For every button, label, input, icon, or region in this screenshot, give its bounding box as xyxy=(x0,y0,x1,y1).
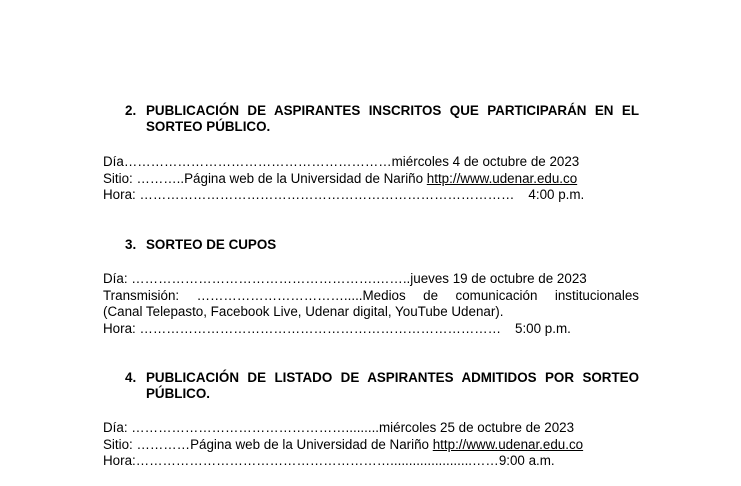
line-label: Hora: xyxy=(103,320,140,336)
line-label: Día xyxy=(103,154,124,169)
schedule-line-hora xyxy=(103,321,639,338)
line-label: Día: xyxy=(103,420,132,435)
section-sorteo-cupos xyxy=(103,237,639,337)
line-dots: ……………………………..... xyxy=(196,287,363,303)
line-label: Hora: xyxy=(103,187,140,202)
line-label: Sitio: xyxy=(103,170,137,186)
section-publicacion-admitidos xyxy=(103,370,639,470)
line-dots: ………………………………………………………………………… xyxy=(139,187,515,202)
line-value: Página web de la Universidad de Nariño xyxy=(190,436,433,452)
line-dots: …………………………………………......... xyxy=(131,420,380,435)
line-value: (Canal Telepasto, Facebook Live, Udenar digital, YouTube Udenar). xyxy=(103,304,504,319)
line-value: 5:00 p.m. xyxy=(515,320,571,336)
section-heading xyxy=(103,370,639,402)
line-label: Hora: xyxy=(103,453,136,468)
line-dots: ……….. xyxy=(136,170,185,186)
line-value: Medios de comunicación institucionales xyxy=(362,287,639,303)
line-value: 9:00 a.m. xyxy=(498,453,555,468)
section-number: 2. xyxy=(125,103,137,118)
section-title: PUBLICACIÓN DE ASPIRANTES INSCRITOS QUE PARTICIPARÁN EN EL SORTEO PÚBLICO. xyxy=(146,103,639,134)
line-label: Sitio: xyxy=(103,436,137,452)
schedule-line-dia xyxy=(103,420,639,437)
section-number: 4. xyxy=(125,370,137,385)
line-dots: ……………………………………………………………………… xyxy=(139,320,502,336)
line-dots: …………………………………………………......................…… xyxy=(135,453,499,468)
schedule-line-dia xyxy=(103,154,639,171)
schedule-line-dia xyxy=(103,271,639,288)
line-label: Día: xyxy=(103,271,132,286)
line-dots: ……………………………………………….…….. xyxy=(131,271,411,286)
line-value: miércoles 25 de octubre de 2023 xyxy=(379,420,575,435)
line-value: 4:00 p.m. xyxy=(528,187,585,202)
schedule-line-sitio xyxy=(103,171,639,188)
line-label: Transmisión: xyxy=(103,287,197,303)
section-heading xyxy=(103,237,639,253)
line-value: Página web de la Universidad de Nariño xyxy=(184,170,427,186)
website-link[interactable]: http://www.udenar.edu.co xyxy=(432,436,584,452)
schedule-line-hora xyxy=(103,187,639,204)
schedule-line-sitio xyxy=(103,437,639,454)
section-title: SORTEO DE CUPOS xyxy=(146,237,277,252)
website-link[interactable]: http://www.udenar.edu.co xyxy=(426,170,578,186)
schedule-line-hora xyxy=(103,453,639,470)
line-dots: ………… xyxy=(136,436,191,452)
section-heading xyxy=(103,103,639,135)
line-value: jueves 19 de octubre de 2023 xyxy=(410,271,587,286)
line-value: miércoles 4 de octubre de 2023 xyxy=(391,154,580,169)
section-publicacion-inscritos xyxy=(103,103,639,204)
section-number: 3. xyxy=(125,237,137,252)
section-title: PUBLICACIÓN DE LISTADO DE ASPIRANTES ADMITIDOS POR SORTEO PÚBLICO. xyxy=(146,370,639,401)
schedule-line-canales xyxy=(103,304,639,321)
schedule-line-transmision xyxy=(103,288,639,305)
line-dots: …………………………………………………… xyxy=(123,154,392,169)
